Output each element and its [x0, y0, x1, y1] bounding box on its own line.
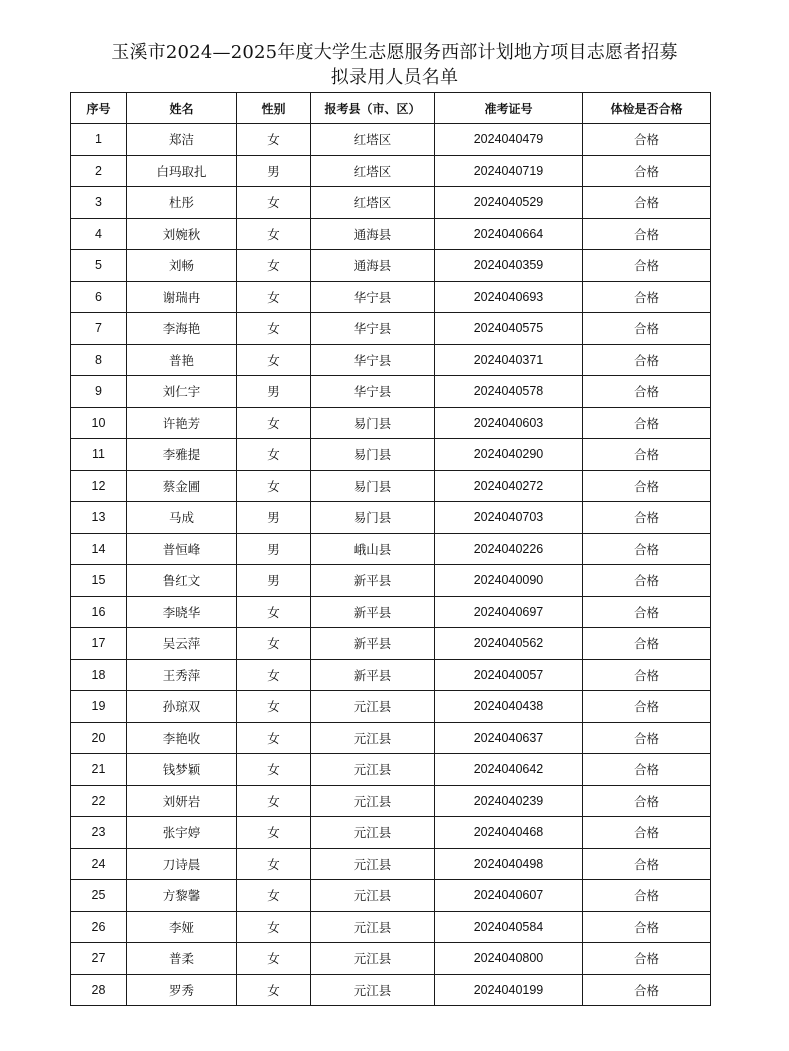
cell-county: 元江县 — [311, 691, 435, 723]
table-row — [71, 565, 711, 597]
table-body — [71, 124, 711, 1006]
cell-county: 通海县 — [311, 218, 435, 250]
cell-county: 华宁县 — [311, 313, 435, 345]
cell-gender: 男 — [237, 533, 311, 565]
cell-gender: 女 — [237, 281, 311, 313]
table-row — [71, 880, 711, 912]
cell-exam-number: 2024040578 — [435, 376, 583, 408]
cell-medical-result: 合格 — [583, 376, 711, 408]
cell-exam-number: 2024040603 — [435, 407, 583, 439]
cell-name: 李雅提 — [127, 439, 237, 471]
table-row — [71, 754, 711, 786]
cell-county: 元江县 — [311, 817, 435, 849]
cell-medical-result: 合格 — [583, 691, 711, 723]
table-row — [71, 313, 711, 345]
cell-no: 8 — [71, 344, 127, 376]
table-row — [71, 911, 711, 943]
cell-gender: 女 — [237, 407, 311, 439]
cell-name: 张宇婷 — [127, 817, 237, 849]
cell-no: 11 — [71, 439, 127, 471]
cell-exam-number: 2024040090 — [435, 565, 583, 597]
cell-exam-number: 2024040703 — [435, 502, 583, 534]
cell-no: 22 — [71, 785, 127, 817]
cell-name: 马成 — [127, 502, 237, 534]
table-row — [71, 470, 711, 502]
cell-name: 杜彤 — [127, 187, 237, 219]
cell-no: 10 — [71, 407, 127, 439]
header-county: 报考县（市、区） — [311, 93, 435, 124]
cell-county: 新平县 — [311, 659, 435, 691]
cell-exam-number: 2024040226 — [435, 533, 583, 565]
header-no: 序号 — [71, 93, 127, 124]
cell-name: 刀诗晨 — [127, 848, 237, 880]
document-title: 玉溪市2024—2025年度大学生志愿服务西部计划地方项目志愿者招募 — [111, 42, 678, 63]
cell-exam-number: 2024040693 — [435, 281, 583, 313]
cell-name: 蔡金圃 — [127, 470, 237, 502]
cell-no: 24 — [71, 848, 127, 880]
cell-medical-result: 合格 — [583, 470, 711, 502]
cell-county: 红塔区 — [311, 124, 435, 156]
cell-exam-number: 2024040697 — [435, 596, 583, 628]
cell-gender: 女 — [237, 911, 311, 943]
cell-exam-number: 2024040290 — [435, 439, 583, 471]
table-row — [71, 439, 711, 471]
cell-gender: 女 — [237, 659, 311, 691]
table-row — [71, 533, 711, 565]
cell-gender: 女 — [237, 817, 311, 849]
table-row — [71, 502, 711, 534]
cell-exam-number: 2024040371 — [435, 344, 583, 376]
cell-no: 9 — [71, 376, 127, 408]
cell-county: 易门县 — [311, 439, 435, 471]
cell-no: 6 — [71, 281, 127, 313]
table-row — [71, 281, 711, 313]
cell-medical-result: 合格 — [583, 943, 711, 975]
cell-county: 通海县 — [311, 250, 435, 282]
cell-gender: 女 — [237, 943, 311, 975]
cell-no: 15 — [71, 565, 127, 597]
cell-gender: 女 — [237, 344, 311, 376]
cell-exam-number: 2024040800 — [435, 943, 583, 975]
cell-county: 元江县 — [311, 785, 435, 817]
cell-name: 孙琼双 — [127, 691, 237, 723]
table-row — [71, 218, 711, 250]
cell-name: 刘婉秋 — [127, 218, 237, 250]
cell-medical-result: 合格 — [583, 754, 711, 786]
cell-medical-result: 合格 — [583, 911, 711, 943]
cell-exam-number: 2024040575 — [435, 313, 583, 345]
cell-medical-result: 合格 — [583, 439, 711, 471]
cell-exam-number: 2024040529 — [435, 187, 583, 219]
cell-name: 刘畅 — [127, 250, 237, 282]
cell-no: 3 — [71, 187, 127, 219]
table-row — [71, 596, 711, 628]
cell-name: 李艳收 — [127, 722, 237, 754]
cell-medical-result: 合格 — [583, 817, 711, 849]
cell-county: 红塔区 — [311, 187, 435, 219]
cell-gender: 女 — [237, 124, 311, 156]
cell-no: 21 — [71, 754, 127, 786]
cell-medical-result: 合格 — [583, 124, 711, 156]
table-row — [71, 943, 711, 975]
table-row — [71, 124, 711, 156]
cell-no: 19 — [71, 691, 127, 723]
cell-exam-number: 2024040468 — [435, 817, 583, 849]
cell-county: 华宁县 — [311, 281, 435, 313]
cell-exam-number: 2024040664 — [435, 218, 583, 250]
cell-gender: 女 — [237, 187, 311, 219]
cell-name: 普恒峰 — [127, 533, 237, 565]
cell-medical-result: 合格 — [583, 281, 711, 313]
cell-medical-result: 合格 — [583, 596, 711, 628]
cell-no: 14 — [71, 533, 127, 565]
cell-gender: 女 — [237, 722, 311, 754]
cell-gender: 女 — [237, 628, 311, 660]
cell-county: 元江县 — [311, 722, 435, 754]
cell-no: 17 — [71, 628, 127, 660]
cell-no: 23 — [71, 817, 127, 849]
cell-name: 白玛取扎 — [127, 155, 237, 187]
cell-gender: 男 — [237, 565, 311, 597]
cell-no: 28 — [71, 974, 127, 1006]
table-row — [71, 659, 711, 691]
cell-gender: 女 — [237, 974, 311, 1006]
cell-exam-number: 2024040239 — [435, 785, 583, 817]
table-row — [71, 785, 711, 817]
cell-county: 易门县 — [311, 470, 435, 502]
cell-medical-result: 合格 — [583, 313, 711, 345]
cell-gender: 女 — [237, 218, 311, 250]
cell-gender: 女 — [237, 785, 311, 817]
table-row — [71, 155, 711, 187]
cell-medical-result: 合格 — [583, 659, 711, 691]
table-row — [71, 691, 711, 723]
cell-medical-result: 合格 — [583, 502, 711, 534]
cell-county: 易门县 — [311, 407, 435, 439]
cell-name: 罗秀 — [127, 974, 237, 1006]
cell-gender: 女 — [237, 754, 311, 786]
cell-gender: 男 — [237, 155, 311, 187]
cell-name: 郑洁 — [127, 124, 237, 156]
header-medical-result: 体检是否合格 — [583, 93, 711, 124]
cell-county: 易门县 — [311, 502, 435, 534]
cell-medical-result: 合格 — [583, 848, 711, 880]
cell-gender: 女 — [237, 691, 311, 723]
cell-medical-result: 合格 — [583, 218, 711, 250]
cell-medical-result: 合格 — [583, 187, 711, 219]
table-header-row — [71, 93, 711, 124]
cell-name: 许艳芳 — [127, 407, 237, 439]
cell-medical-result: 合格 — [583, 155, 711, 187]
cell-no: 16 — [71, 596, 127, 628]
candidate-table — [70, 92, 711, 1006]
table-row — [71, 722, 711, 754]
cell-medical-result: 合格 — [583, 407, 711, 439]
cell-gender: 女 — [237, 470, 311, 502]
cell-name: 刘妍岩 — [127, 785, 237, 817]
table-row — [71, 344, 711, 376]
cell-county: 新平县 — [311, 565, 435, 597]
cell-exam-number: 2024040479 — [435, 124, 583, 156]
cell-gender: 女 — [237, 439, 311, 471]
table-row — [71, 407, 711, 439]
table-row — [71, 628, 711, 660]
cell-medical-result: 合格 — [583, 722, 711, 754]
cell-name: 钱梦颖 — [127, 754, 237, 786]
cell-exam-number: 2024040562 — [435, 628, 583, 660]
cell-gender: 男 — [237, 502, 311, 534]
cell-name: 王秀萍 — [127, 659, 237, 691]
cell-exam-number: 2024040719 — [435, 155, 583, 187]
table-row — [71, 848, 711, 880]
cell-medical-result: 合格 — [583, 565, 711, 597]
cell-county: 元江县 — [311, 848, 435, 880]
header-exam-number: 准考证号 — [435, 93, 583, 124]
cell-exam-number: 2024040272 — [435, 470, 583, 502]
cell-county: 元江县 — [311, 974, 435, 1006]
table-row — [71, 376, 711, 408]
table-row — [71, 250, 711, 282]
document-subtitle: 拟录用人员名单 — [330, 67, 459, 88]
cell-medical-result: 合格 — [583, 974, 711, 1006]
cell-no: 25 — [71, 880, 127, 912]
cell-exam-number: 2024040199 — [435, 974, 583, 1006]
cell-name: 吴云萍 — [127, 628, 237, 660]
cell-medical-result: 合格 — [583, 250, 711, 282]
cell-name: 李娅 — [127, 911, 237, 943]
cell-name: 李海艳 — [127, 313, 237, 345]
cell-name: 谢瑞冉 — [127, 281, 237, 313]
cell-county: 元江县 — [311, 880, 435, 912]
cell-exam-number: 2024040642 — [435, 754, 583, 786]
cell-medical-result: 合格 — [583, 785, 711, 817]
cell-exam-number: 2024040637 — [435, 722, 583, 754]
cell-county: 峨山县 — [311, 533, 435, 565]
cell-county: 新平县 — [311, 596, 435, 628]
cell-name: 刘仁宇 — [127, 376, 237, 408]
cell-no: 12 — [71, 470, 127, 502]
cell-gender: 女 — [237, 596, 311, 628]
cell-exam-number: 2024040584 — [435, 911, 583, 943]
cell-gender: 女 — [237, 848, 311, 880]
cell-name: 方黎馨 — [127, 880, 237, 912]
cell-county: 新平县 — [311, 628, 435, 660]
cell-no: 5 — [71, 250, 127, 282]
cell-county: 红塔区 — [311, 155, 435, 187]
cell-medical-result: 合格 — [583, 628, 711, 660]
cell-name: 李晓华 — [127, 596, 237, 628]
cell-county: 元江县 — [311, 911, 435, 943]
cell-no: 18 — [71, 659, 127, 691]
cell-no: 2 — [71, 155, 127, 187]
cell-exam-number: 2024040057 — [435, 659, 583, 691]
table-row — [71, 187, 711, 219]
cell-county: 华宁县 — [311, 376, 435, 408]
cell-no: 4 — [71, 218, 127, 250]
cell-exam-number: 2024040359 — [435, 250, 583, 282]
table-row — [71, 974, 711, 1006]
cell-exam-number: 2024040607 — [435, 880, 583, 912]
cell-county: 元江县 — [311, 943, 435, 975]
cell-no: 13 — [71, 502, 127, 534]
cell-county: 华宁县 — [311, 344, 435, 376]
cell-name: 鲁红文 — [127, 565, 237, 597]
cell-name: 普柔 — [127, 943, 237, 975]
cell-gender: 女 — [237, 313, 311, 345]
cell-gender: 女 — [237, 880, 311, 912]
cell-no: 20 — [71, 722, 127, 754]
cell-county: 元江县 — [311, 754, 435, 786]
cell-medical-result: 合格 — [583, 880, 711, 912]
cell-exam-number: 2024040438 — [435, 691, 583, 723]
cell-exam-number: 2024040498 — [435, 848, 583, 880]
cell-no: 7 — [71, 313, 127, 345]
cell-medical-result: 合格 — [583, 344, 711, 376]
header-name: 姓名 — [127, 93, 237, 124]
cell-no: 26 — [71, 911, 127, 943]
cell-gender: 男 — [237, 376, 311, 408]
header-gender: 性别 — [237, 93, 311, 124]
cell-name: 普艳 — [127, 344, 237, 376]
cell-no: 27 — [71, 943, 127, 975]
cell-medical-result: 合格 — [583, 533, 711, 565]
cell-gender: 女 — [237, 250, 311, 282]
table-row — [71, 817, 711, 849]
cell-no: 1 — [71, 124, 127, 156]
